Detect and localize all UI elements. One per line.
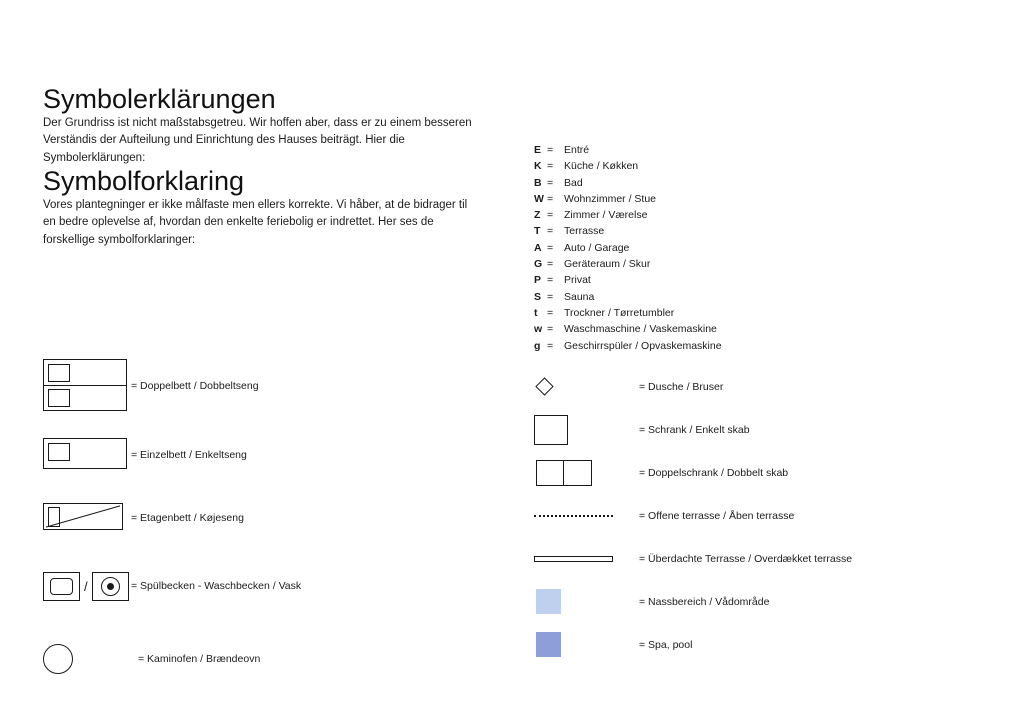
- abbreviation-value: Privat: [564, 274, 591, 287]
- abbreviation-value: Trockner / Tørretumbler: [564, 306, 675, 319]
- legend-column-left: [43, 355, 513, 685]
- abbreviation-equals: =: [547, 176, 554, 189]
- abbreviation-equals: =: [547, 306, 554, 319]
- abbreviation-equals: =: [547, 290, 554, 303]
- legend-item-bunk-bed: [43, 493, 513, 543]
- wet-area-icon: [534, 589, 639, 614]
- abbreviation-equals: =: [547, 160, 554, 173]
- abbreviation-row: [534, 175, 984, 191]
- abbreviation-row: [534, 142, 984, 158]
- abbreviation-key: P: [534, 274, 542, 287]
- page-title-dk: Symbolforklaring: [43, 166, 245, 197]
- legend-item-covered-terrace: [534, 537, 1004, 580]
- legend-label: = Etagenbett / Køjeseng: [131, 512, 244, 524]
- abbreviation-row: [534, 305, 984, 321]
- abbreviation-key: K: [534, 160, 542, 173]
- legend-label: = Offene terrasse / Åben terrasse: [639, 509, 795, 522]
- legend-label: = Doppelschrank / Dobbelt skab: [639, 466, 789, 479]
- abbreviation-row: [534, 207, 984, 223]
- legend-label: = Überdachte Terrasse / Overdækket terrasse: [639, 552, 853, 565]
- abbreviation-key: t: [534, 306, 538, 319]
- legend-label: = Doppelbett / Dobbeltseng: [131, 380, 259, 392]
- abbreviation-row: [534, 256, 984, 272]
- covered-terrace-icon: [534, 556, 639, 562]
- legend-item-single-bed: [43, 430, 513, 480]
- double-cabinet-icon: [534, 460, 639, 486]
- legend-label: = Dusche / Bruser: [639, 380, 724, 393]
- legend-item-wet-area: [534, 580, 1004, 623]
- abbreviation-equals: =: [547, 225, 554, 238]
- cabinet-icon: [534, 415, 639, 445]
- abbreviation-value: Waschmaschine / Vaskemaskine: [564, 323, 717, 336]
- abbreviation-row: [534, 338, 984, 354]
- page-title-de: Symbolerklärungen: [43, 84, 276, 114]
- legend-label: = Nassbereich / Vådområde: [639, 595, 770, 608]
- legend-label: = Spülbecken - Waschbecken / Vask: [131, 580, 302, 592]
- abbreviation-value: Terrasse: [564, 225, 605, 238]
- abbreviation-equals: =: [547, 241, 554, 254]
- abbreviation-key: Z: [534, 209, 541, 222]
- abbreviation-value: Auto / Garage: [564, 241, 630, 254]
- legend-column-right: [534, 365, 1004, 666]
- legend-item-fireplace: [43, 633, 513, 685]
- shower-icon: [534, 380, 639, 393]
- abbreviation-value: Sauna: [564, 290, 595, 303]
- intro-paragraph-de: Der Grundriss ist nicht maßstabsgetreu. Wir hoffen aber, dass er zu einem besseren Verständis der Aufteilung und Einrichtung des Hauses beiträgt. Hier die Symbolerklärungen:: [43, 116, 472, 164]
- bunk-bed-icon: [43, 503, 131, 533]
- abbreviation-value: Geschirrspüler / Opvaskemaskine: [564, 339, 722, 352]
- legend-label: = Einzelbett / Enkeltseng: [131, 449, 247, 461]
- abbreviation-row: [534, 240, 984, 256]
- legend-item-cabinet: [534, 408, 1004, 451]
- abbreviation-key: W: [534, 192, 544, 205]
- abbreviation-row: [534, 158, 984, 174]
- abbreviation-key: g: [534, 339, 541, 352]
- abbreviation-value: Bad: [564, 176, 583, 189]
- legend-item-sink: [43, 557, 513, 615]
- abbreviation-value: Entré: [564, 144, 590, 156]
- abbreviation-equals: =: [547, 192, 554, 205]
- text-column-left: [43, 85, 503, 249]
- legend-label: = Spa, pool: [639, 638, 693, 651]
- legend-item-spa-pool: [534, 623, 1004, 666]
- legend-label: = Kaminofen / Brændeovn: [138, 653, 261, 665]
- abbreviation-row: [534, 272, 984, 288]
- fireplace-stove-icon: [43, 644, 138, 674]
- abbreviation-equals: =: [547, 258, 554, 271]
- abbreviation-key: B: [534, 176, 542, 189]
- abbreviation-key: S: [534, 290, 542, 303]
- spa-pool-icon: [534, 632, 639, 657]
- double-bed-icon: [43, 359, 131, 414]
- abbreviation-row: [534, 191, 984, 207]
- abbreviation-value: Küche / Køkken: [564, 160, 639, 173]
- intro-paragraph-dk: Vores plantegninger er ikke målfaste men ellers korrekte. Vi håber, at de bidrager til en bedre oplevelse af, hvordan den enkelte feriebolig er indrettet. Her ses de forskellige symbolforklaringer:: [43, 198, 468, 246]
- slash-separator: /: [84, 578, 88, 594]
- abbreviation-value: Geräteraum / Skur: [564, 258, 651, 271]
- abbreviation-list: [534, 142, 984, 354]
- abbreviation-equals: =: [547, 339, 554, 352]
- abbreviation-row: [534, 321, 984, 337]
- abbreviation-key: w: [534, 323, 543, 336]
- sink-washbasin-icon: [43, 572, 131, 601]
- abbreviation-equals: =: [547, 323, 554, 336]
- abbreviation-row: [534, 223, 984, 239]
- abbreviation-key: G: [534, 258, 543, 271]
- abbreviation-equals: =: [547, 209, 554, 222]
- abbreviation-equals: =: [547, 144, 554, 156]
- abbreviation-row: [534, 289, 984, 305]
- legend-item-shower: [534, 365, 1004, 408]
- legend-item-open-terrace: [534, 494, 1004, 537]
- abbreviation-value: Zimmer / Værelse: [564, 209, 648, 222]
- abbreviation-value: Wohnzimmer / Stue: [564, 192, 657, 205]
- abbreviation-key: A: [534, 241, 542, 254]
- legend-item-double-cabinet: [534, 451, 1004, 494]
- single-bed-icon: [43, 438, 131, 472]
- open-terrace-icon: [534, 515, 639, 517]
- abbreviation-equals: =: [547, 274, 554, 287]
- abbreviation-key: E: [534, 144, 542, 156]
- legend-label: = Schrank / Enkelt skab: [639, 423, 750, 436]
- abbreviation-key: T: [534, 225, 541, 238]
- legend-item-double-bed: [43, 355, 513, 417]
